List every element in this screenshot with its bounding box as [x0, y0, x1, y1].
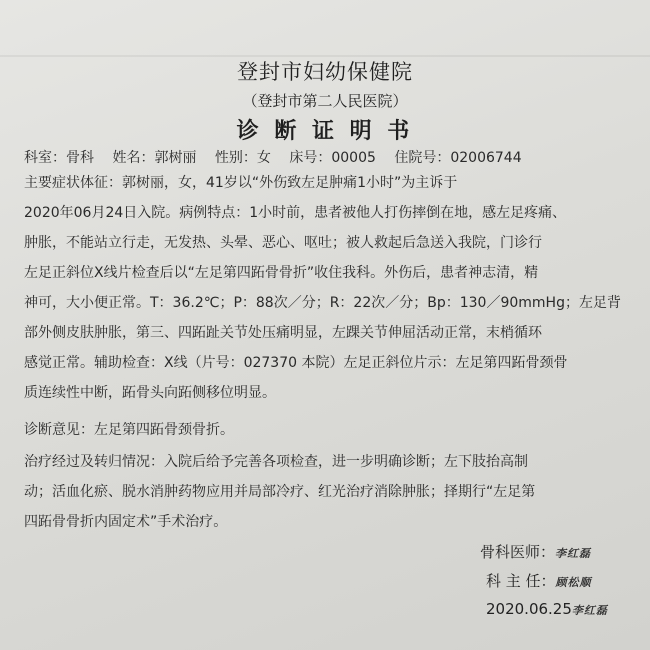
- text-line: 2020年06月24日入院。病例特点：1小时前，患者被他人打伤摔倒在地，感左足疼痛、: [24, 205, 567, 221]
- doctor-handwritten-signature: 李红磊: [555, 547, 592, 560]
- text-line: 肿胀，不能站立行走，无发热、头晕、恶心、呕吐；被人救起后急送入我院，门诊行: [24, 235, 542, 251]
- text-line: 感觉正常。辅助检查：X线（片号：027370 本院）左足正斜位片示：左足第四跖骨颈骨: [24, 355, 568, 371]
- diagnosis-line: 诊断意见：左足第四跖骨颈骨折。: [24, 422, 234, 438]
- director-signature-row: [486, 570, 592, 591]
- admission-number: 住院号：02006744: [394, 150, 522, 166]
- hospital-alt-name: （登封市第二人民医院）: [242, 92, 408, 110]
- gender: 性别：女: [214, 150, 271, 166]
- text-line: 主要症状体征：郭树丽，女，41岁以“外伤致左足肿痛1小时”为主诉于: [24, 175, 458, 191]
- sign-date: 2020.06.25: [486, 600, 572, 618]
- patient-name: 姓名：郭树丽: [112, 150, 197, 166]
- treatment-line: 动；活血化瘀、脱水消肿药物应用并局部冷疗、红光治疗消除肿胀；择期行“左足第: [24, 484, 536, 500]
- bed-number: 床号：00005: [289, 150, 376, 166]
- treatment-line: 治疗经过及转归情况：入院后给予完善各项检查，进一步明确诊断；左下肢抬高制: [24, 454, 528, 470]
- document-title: 诊 断 证 明 书: [236, 119, 414, 144]
- date-signature-row: [486, 600, 608, 618]
- treatment-line: 四跖骨骨折内固定术”手术治疗。: [24, 514, 228, 530]
- doctor-label: 骨科医师：: [480, 543, 556, 561]
- doctor-signature-row: [480, 541, 591, 562]
- text-line: 部外侧皮肤肿胀，第三、四跖趾关节处压痛明显，左踝关节伸屈活动正常，末梢循环: [24, 325, 542, 341]
- text-line: 质连续性中断，跖骨头向跖侧移位明显。: [24, 385, 276, 401]
- date-handwritten-signature: 李红磊: [571, 604, 608, 617]
- text-line: 左足正斜位X线片检查后以“左足第四跖骨骨折”收住我科。外伤后，患者神志清，精: [24, 265, 539, 281]
- hospital-name: 登封市妇幼保健院: [237, 60, 413, 84]
- director-label: 科 主 任：: [486, 572, 556, 590]
- department: 科室：骨科: [24, 150, 94, 166]
- director-handwritten-signature: 顾松顺: [555, 576, 592, 589]
- patient-info-row: [24, 148, 634, 168]
- text-line: 神可，大小便正常。T：36.2℃；P：88次／分；R：22次／分；Bp：130／90mmHg；左足背: [24, 295, 621, 311]
